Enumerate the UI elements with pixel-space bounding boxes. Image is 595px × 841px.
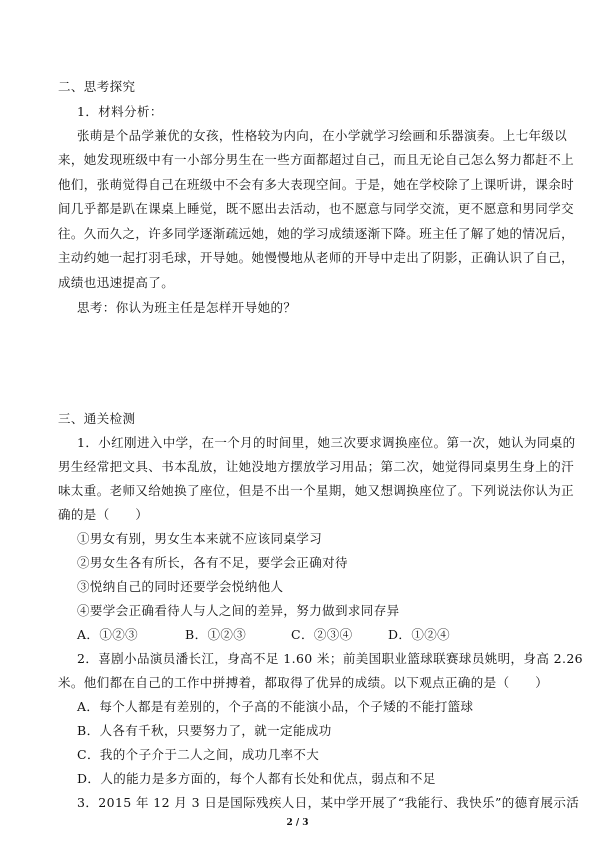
paragraph-line: 主动约她一起打羽毛球，开导她。她慢慢地从老师的开导中走出了阴影，正确认识了自己， — [58, 250, 575, 265]
statement-item: ③悦纳自己的同时还要学会悦纳他人 — [77, 579, 284, 594]
question-line: 味太重。老师又给她换了座位，但是不出一个星期，她又想调换座位了。下列说法你认为正 — [58, 483, 575, 498]
question-line: 男生经常把文具、书本乱放，让她没地方摆放学习用品；第二次，她觉得同桌男生身上的汗 — [58, 459, 575, 474]
question-line: 3．2015 年 12 月 3 日是国际残疾人日，某中学开展了“我能行、我快乐”的德育展示活 — [77, 795, 580, 810]
statement-item: ②男女生各有所长，各有不足，要学会正确对待 — [77, 555, 348, 570]
option-b: B．人各有千秋，只要努力了，就一定能成功 — [77, 723, 332, 738]
option-a: A．①②③ — [77, 627, 139, 642]
option-a: A．每个人都是有差别的，个子高的不能演小品，个子矮的不能打篮球 — [77, 699, 474, 714]
option-c: C．②③④ — [291, 627, 353, 642]
option-c: C．我的个子介于二人之间，成功几率不大 — [77, 747, 320, 762]
option-d: D．人的能力是多方面的，每个人都有长处和优点，弱点和不足 — [77, 771, 436, 786]
item-title: 1．材料分析： — [77, 104, 163, 119]
paragraph-line: 往。久而久之，许多同学逐渐疏远她，她的学习成绩逐渐下降。班主任了解了她的情况后， — [58, 226, 575, 241]
paragraph-line: 成绩也迅速提高了。 — [58, 275, 175, 290]
paragraph-line: 他们，张萌觉得自己在班级中不会有多大表现空间。于是，她在学校除了上课听讲，课余时 — [58, 177, 575, 192]
statement-item: ①男女有别，男女生本来就不应该同桌学习 — [77, 531, 323, 546]
paragraph-line: 张萌是个品学兼优的女孩，性格较为内向，在小学就学习绘画和乐器演奏。上七年级以 — [77, 128, 568, 143]
page-number: 2 / 3 — [286, 818, 309, 828]
question-line: 确的是（ ） — [58, 507, 149, 522]
question-line: 2．喜剧小品演员潘长江，身高不足 1.60 米；前美国职业篮球联赛球员姚明，身高 2.26 — [77, 651, 584, 666]
option-d: D．①②④ — [388, 627, 451, 642]
section-heading-3: 三、通关检测 — [58, 411, 136, 426]
paragraph-line: 来，她发现班级中有一小部分男生在一些方面都超过自己，而且无论自己怎么努力都赶不上 — [58, 152, 575, 167]
question-line: 米。他们都在自己的工作中拼搏着，都取得了优异的成绩。以下观点正确的是（ ） — [58, 675, 549, 690]
paragraph-line: 间几乎都是趴在课桌上睡觉，既不愿出去活动，也不愿意与同学交流，更不愿意和男同学交 — [58, 201, 575, 216]
statement-item: ④要学会正确看待人与人之间的差异，努力做到求同存异 — [77, 603, 400, 618]
option-b: B．①②③ — [185, 627, 247, 642]
question-line: 1．小红刚进入中学，在一个月的时间里，她三次要求调换座位。第一次，她认为同桌的 — [77, 435, 576, 450]
section-heading-2: 二、思考探究 — [58, 79, 136, 94]
question-text: 思考：你认为班主任是怎样开导她的？ — [77, 300, 297, 315]
